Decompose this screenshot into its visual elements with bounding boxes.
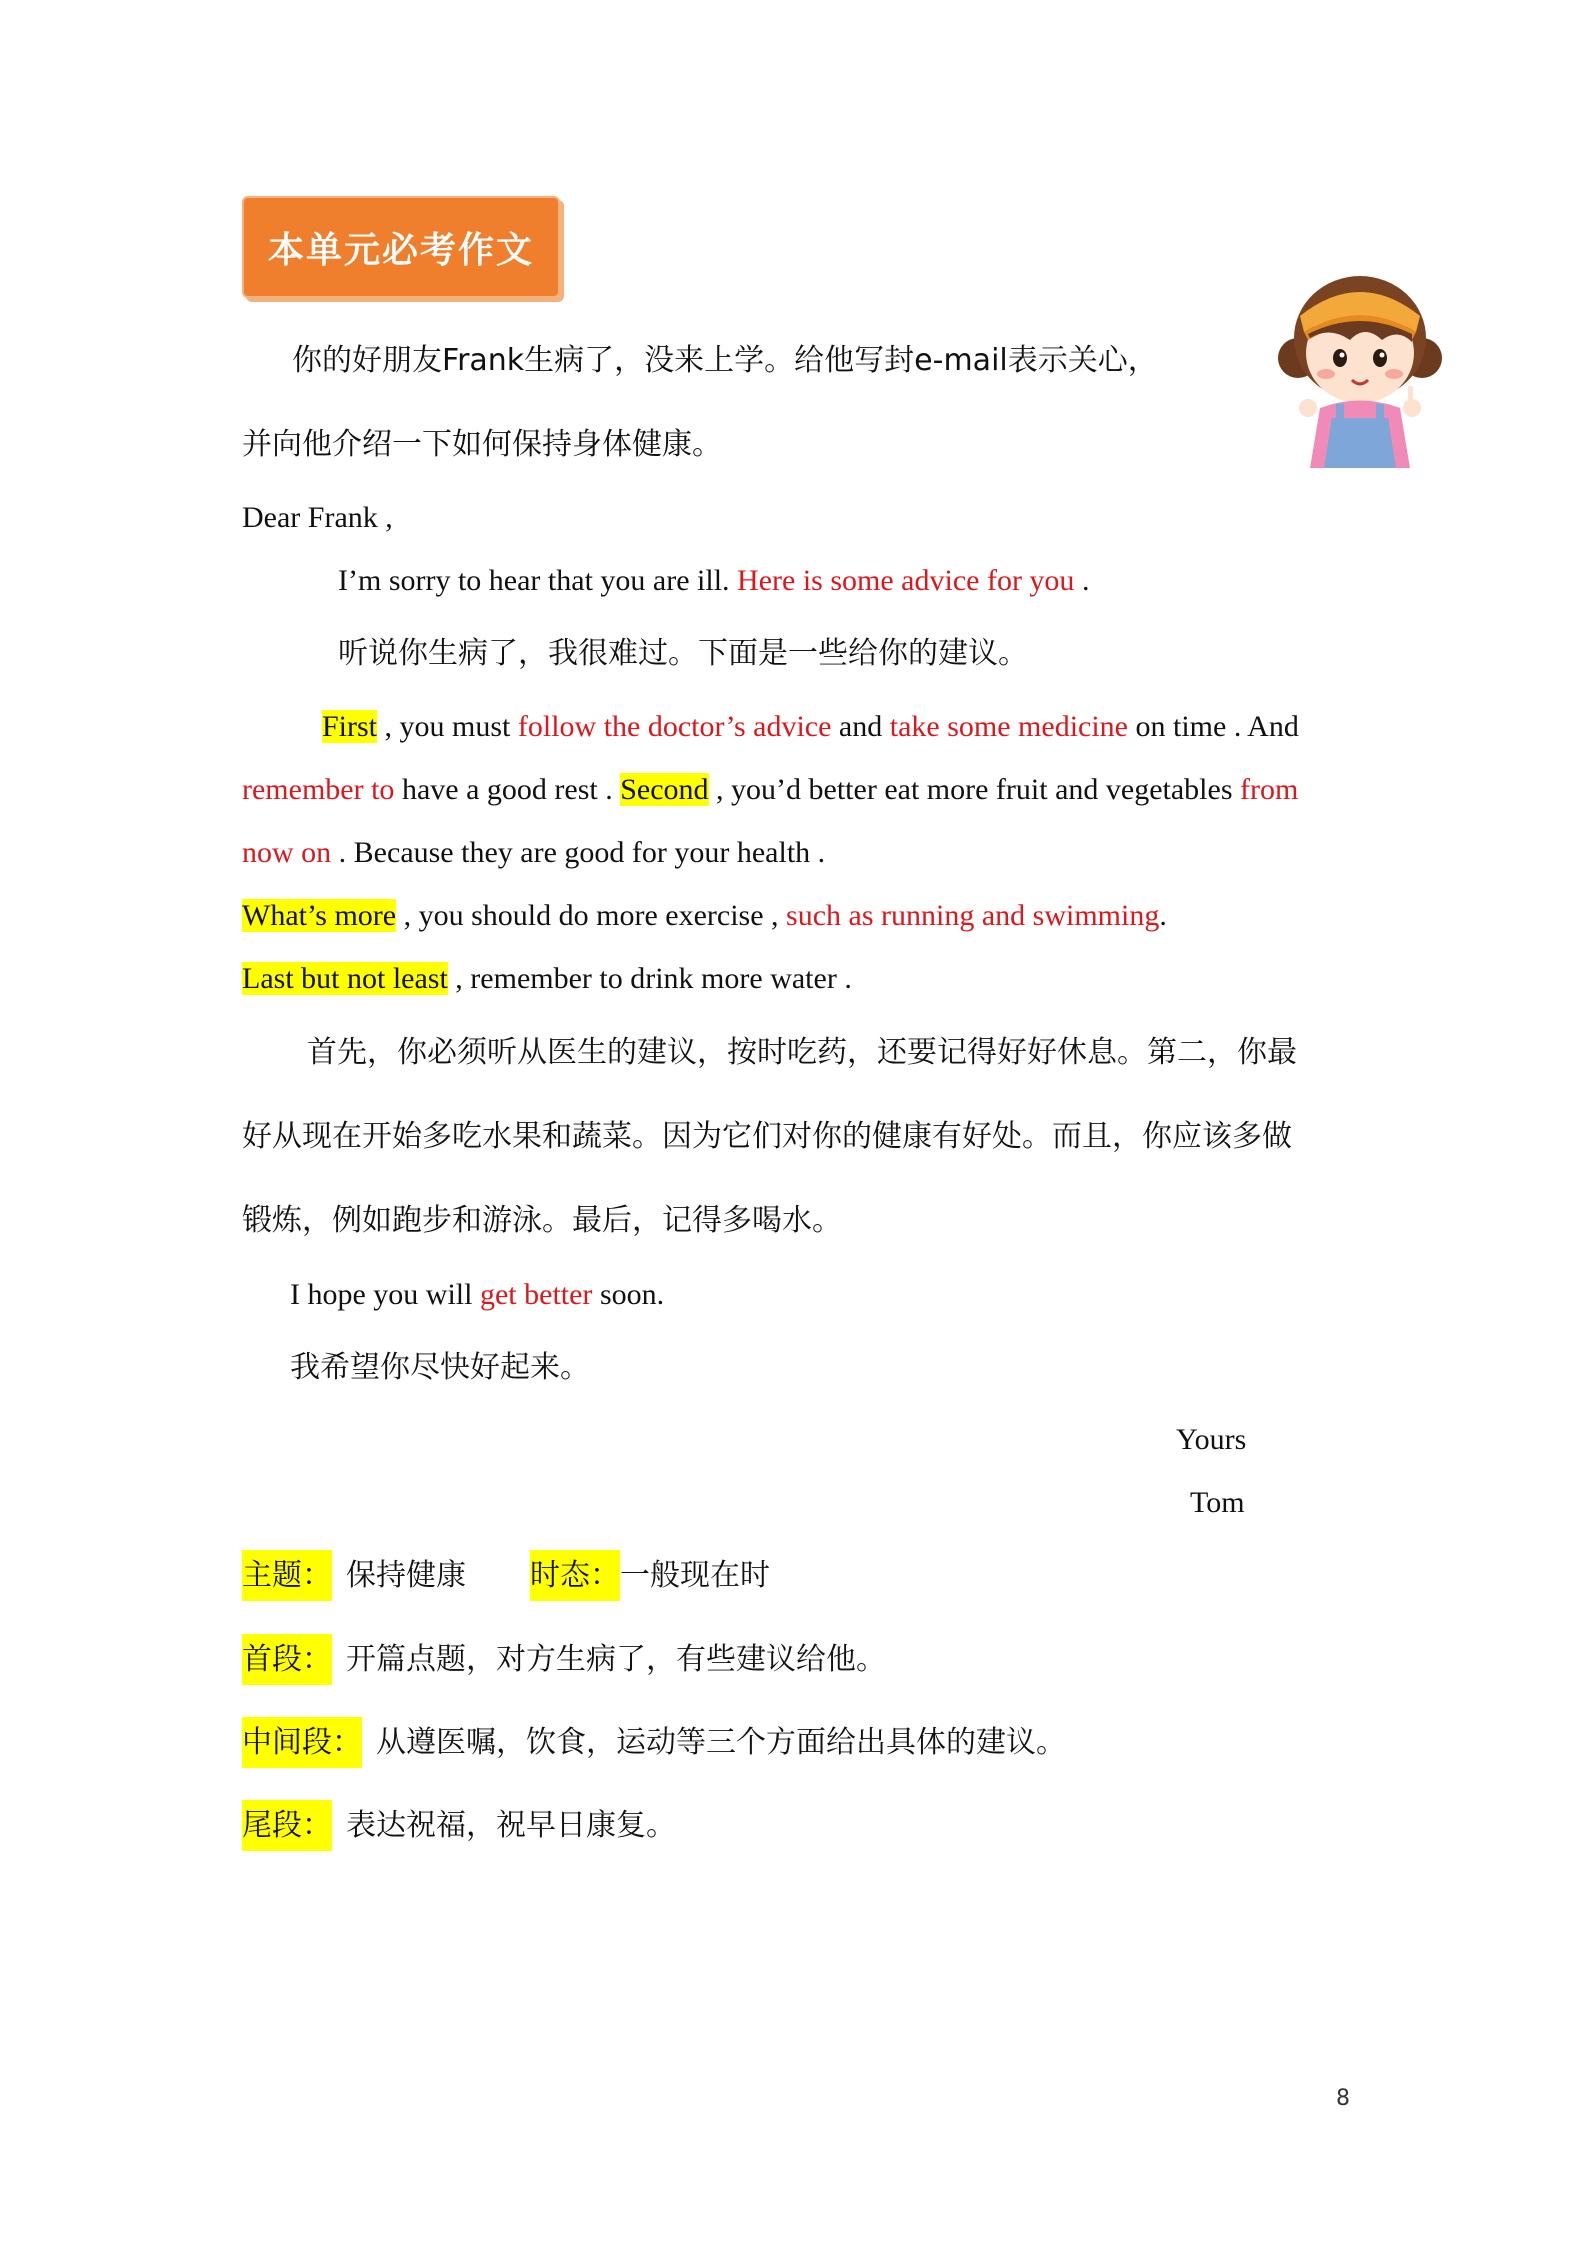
tense-value: 一般现在时 bbox=[620, 1558, 770, 1593]
page-number: 8 bbox=[1336, 2086, 1350, 2111]
connector-last: Last but not least bbox=[242, 962, 448, 995]
body-text: , you must bbox=[377, 710, 518, 743]
body-translation-1: 首先，你必须听从医生的建议，按时吃药，还要记得好好休息。第二，你最 bbox=[307, 1035, 1297, 1070]
closing-text-3: soon. bbox=[592, 1278, 665, 1311]
closing-text-1: I hope you will bbox=[290, 1278, 480, 1311]
tense-label: 时态： bbox=[530, 1550, 620, 1601]
theme-value: 保持健康 bbox=[346, 1558, 466, 1593]
connector-first: First bbox=[322, 710, 378, 743]
letter-closing bbox=[290, 1275, 664, 1315]
analysis-theme-row bbox=[242, 1556, 770, 1596]
letter-signoff: Yours bbox=[1176, 1423, 1247, 1456]
opening-key-phrase: Here is some advice for you bbox=[737, 564, 1075, 597]
key-phrase: from bbox=[1240, 773, 1299, 806]
body-text: , remember to drink more water . bbox=[447, 962, 852, 995]
last-paragraph-label: 尾段： bbox=[242, 1800, 332, 1851]
closing-translation: 我希望你尽快好起来。 bbox=[290, 1350, 590, 1385]
body-text: . Because they are good for your health . bbox=[331, 836, 826, 869]
body-text: have a good rest . bbox=[394, 773, 621, 806]
opening-text-3: . bbox=[1074, 564, 1090, 597]
key-phrase: remember to bbox=[242, 773, 395, 806]
middle-paragraph-value: 从遵医嘱，饮食，运动等三个方面给出具体的建议。 bbox=[376, 1725, 1066, 1760]
connector-second: Second bbox=[620, 773, 709, 806]
analysis-last-row bbox=[242, 1806, 676, 1846]
opening-translation: 听说你生病了，我很难过。下面是一些给你的建议。 bbox=[338, 636, 1028, 671]
girl-illustration bbox=[1270, 258, 1450, 468]
letter-opening bbox=[338, 561, 1089, 601]
section-title-box bbox=[242, 196, 560, 298]
theme-label: 主题： bbox=[242, 1550, 332, 1601]
body-text: on time . And bbox=[1128, 710, 1299, 743]
body-text: , you’d better eat more fruit and vegetables bbox=[708, 773, 1240, 806]
section-title: 本单元必考作文 bbox=[267, 229, 534, 271]
key-phrase: now on bbox=[242, 836, 332, 869]
key-phrase: take some medicine bbox=[889, 710, 1128, 743]
letter-greeting: Dear Frank , bbox=[242, 501, 393, 534]
key-phrase: such as running and swimming bbox=[786, 899, 1160, 932]
closing-key-phrase: get better bbox=[479, 1278, 593, 1311]
body-translation-3: 锻炼，例如跑步和游泳。最后，记得多喝水。 bbox=[242, 1203, 842, 1238]
key-phrase: follow the doctor’s advice bbox=[517, 710, 832, 743]
analysis-middle-row bbox=[242, 1723, 1066, 1763]
letter-signature: Tom bbox=[1190, 1486, 1245, 1519]
body-line-5 bbox=[242, 959, 852, 999]
body-translation-2: 好从现在开始多吃水果和蔬菜。因为它们对你的健康有好处。而且，你应该多做 bbox=[242, 1119, 1292, 1154]
body-text: , you should do more exercise , bbox=[396, 899, 787, 932]
first-paragraph-value: 开篇点题，对方生病了，有些建议给他。 bbox=[346, 1642, 886, 1677]
body-line-2 bbox=[242, 770, 1298, 810]
prompt-line-1: 你的好朋友Frank生病了，没来上学。给他写封e-mail表示关心， bbox=[292, 343, 1158, 378]
analysis-first-row bbox=[242, 1640, 886, 1680]
body-text: and bbox=[831, 710, 890, 743]
body-text: . bbox=[1159, 899, 1167, 932]
opening-text-1: I’m sorry to hear that you are ill. bbox=[338, 564, 738, 597]
body-line-1 bbox=[322, 707, 1299, 747]
first-paragraph-label: 首段： bbox=[242, 1634, 332, 1685]
body-line-4 bbox=[242, 896, 1167, 936]
prompt-line-2: 并向他介绍一下如何保持身体健康。 bbox=[242, 427, 722, 462]
body-line-3 bbox=[242, 833, 825, 873]
last-paragraph-value: 表达祝福，祝早日康复。 bbox=[346, 1808, 676, 1843]
connector-whats-more: What’s more bbox=[242, 899, 397, 932]
middle-paragraph-label: 中间段： bbox=[242, 1717, 362, 1768]
